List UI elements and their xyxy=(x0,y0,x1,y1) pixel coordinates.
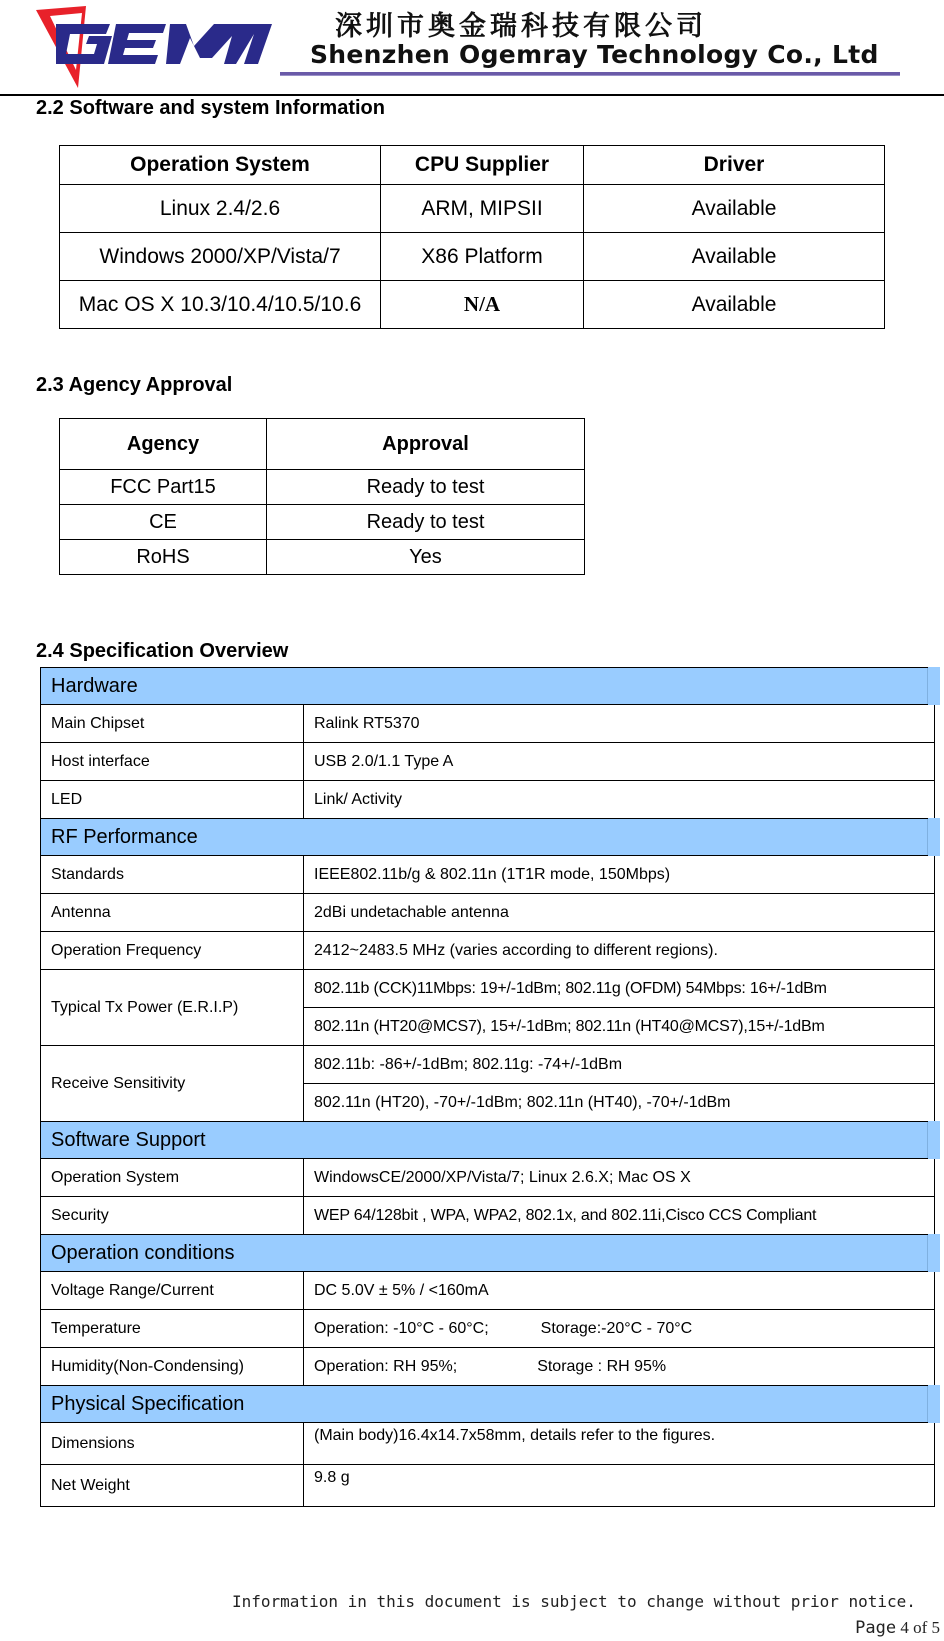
table-cell: Ready to test xyxy=(267,505,585,540)
spec-value: (Main body)16.4x14.7x58mm, details refer to the figures. xyxy=(304,1423,935,1465)
spec-label: LED xyxy=(41,781,304,819)
spec-value: WEP 64/128bit , WPA, WPA2, 802.1x, and 802.11i,Cisco CCS Compliant xyxy=(304,1197,935,1235)
company-name-english: Shenzhen Ogemray Technology Co., Ltd xyxy=(310,40,879,69)
spec-label: Standards xyxy=(41,856,304,894)
table-row xyxy=(41,1465,935,1507)
spec-value xyxy=(304,1348,935,1386)
table-cell: Ready to test xyxy=(267,470,585,505)
humidity-storage: Storage : RH 95% xyxy=(537,1357,667,1375)
table-cell: Available xyxy=(584,185,885,233)
spec-value: 802.11n (HT20@MCS7), 15+/-1dBm; 802.11n (HT40@MCS7),15+/-1dBm xyxy=(304,1008,935,1046)
table-row xyxy=(60,185,885,233)
table-row xyxy=(60,540,585,575)
header-underline xyxy=(280,72,900,76)
category-physical-specification: Physical Specification xyxy=(41,1386,935,1423)
category-row xyxy=(41,1235,935,1272)
table-header-row xyxy=(60,146,885,185)
spec-value: IEEE802.11b/g & 802.11n (1T1R mode, 150Mbps) xyxy=(304,856,935,894)
spec-label: Security xyxy=(41,1197,304,1235)
spec-value: 9.8 g xyxy=(304,1465,935,1507)
page-count: 4 of 5 xyxy=(900,1618,940,1637)
spec-label: Operation System xyxy=(41,1159,304,1197)
spec-label: Humidity(Non-Condensing) xyxy=(41,1348,304,1386)
table-cell: RoHS xyxy=(60,540,267,575)
spec-label: Host interface xyxy=(41,743,304,781)
spec-value: 2dBi undetachable antenna xyxy=(304,894,935,932)
category-row xyxy=(41,668,935,705)
column-header: Driver xyxy=(584,146,885,185)
table-row xyxy=(41,894,935,932)
spec-label: Temperature xyxy=(41,1310,304,1348)
table-row xyxy=(60,281,885,329)
table-cell: CE xyxy=(60,505,267,540)
spec-label: Main Chipset xyxy=(41,705,304,743)
column-header: Approval xyxy=(267,419,585,470)
table-row xyxy=(41,1272,935,1310)
table-cell: FCC Part15 xyxy=(60,470,267,505)
table-cell: Linux 2.4/2.6 xyxy=(60,185,381,233)
table-row xyxy=(60,470,585,505)
spec-value: 802.11b (CCK)11Mbps: 19+/-1dBm; 802.11g (OFDM) 54Mbps: 16+/-1dBm xyxy=(304,970,935,1008)
table-cell: Windows 2000/XP/Vista/7 xyxy=(60,233,381,281)
category-software-support: Software Support xyxy=(41,1122,935,1159)
spec-label: Typical Tx Power (E.R.I.P) xyxy=(41,970,304,1046)
category-operation-conditions: Operation conditions xyxy=(41,1235,935,1272)
spec-value: DC 5.0V ± 5% / <160mA xyxy=(304,1272,935,1310)
table-row xyxy=(41,1046,935,1084)
table-row xyxy=(41,1310,935,1348)
table-row xyxy=(60,505,585,540)
spec-value: 802.11n (HT20), -70+/-1dBm; 802.11n (HT40), -70+/-1dBm xyxy=(304,1084,935,1122)
humidity-operation: Operation: RH 95%; xyxy=(314,1357,458,1375)
temperature-operation: Operation: -10°C - 60°C; xyxy=(314,1319,489,1337)
table-row xyxy=(41,1348,935,1386)
table-cell: Yes xyxy=(267,540,585,575)
company-logo xyxy=(36,2,276,90)
section-title-software: 2.2 Software and system Information xyxy=(36,97,385,119)
table-header-row xyxy=(60,419,585,470)
category-row xyxy=(41,819,935,856)
category-row xyxy=(41,1386,935,1423)
column-header: CPU Supplier xyxy=(381,146,584,185)
table-row xyxy=(41,1159,935,1197)
spec-value: 802.11b: -86+/-1dBm; 802.11g: -74+/-1dBm xyxy=(304,1046,935,1084)
section-title-agency: 2.3 Agency Approval xyxy=(36,374,233,396)
spec-label: Dimensions xyxy=(41,1423,304,1465)
spec-label: Antenna xyxy=(41,894,304,932)
spec-label: Receive Sensitivity xyxy=(41,1046,304,1122)
spec-label: Net Weight xyxy=(41,1465,304,1507)
table-row xyxy=(41,856,935,894)
table-row xyxy=(41,932,935,970)
spec-value: Link/ Activity xyxy=(304,781,935,819)
page-label: Page xyxy=(855,1618,897,1638)
temperature-storage: Storage:-20°C - 70°C xyxy=(540,1319,693,1337)
spec-label: Voltage Range/Current xyxy=(41,1272,304,1310)
spec-value: WindowsCE/2000/XP/Vista/7; Linux 2.6.X; Mac OS X xyxy=(304,1159,935,1197)
table-cell: Available xyxy=(584,233,885,281)
table-cell: X86 Platform xyxy=(381,233,584,281)
table-row xyxy=(41,743,935,781)
table-row xyxy=(41,1197,935,1235)
spec-label: Operation Frequency xyxy=(41,932,304,970)
spec-value: USB 2.0/1.1 Type A xyxy=(304,743,935,781)
category-row xyxy=(41,1122,935,1159)
table-row xyxy=(41,970,935,1008)
category-rf-performance: RF Performance xyxy=(41,819,935,856)
column-header: Agency xyxy=(60,419,267,470)
software-table xyxy=(59,145,885,329)
table-row xyxy=(60,233,885,281)
page-header xyxy=(0,0,944,96)
table-row xyxy=(41,705,935,743)
company-name-chinese: 深圳市奥金瑞科技有限公司 xyxy=(335,11,707,42)
category-hardware: Hardware xyxy=(41,668,935,705)
footer-notice: Information in this document is subject to change without prior notice. xyxy=(232,1592,916,1611)
column-header: Operation System xyxy=(60,146,381,185)
table-row xyxy=(41,1423,935,1465)
spec-value: 2412~2483.5 MHz (varies according to different regions). xyxy=(304,932,935,970)
table-cell: Mac OS X 10.3/10.4/10.5/10.6 xyxy=(60,281,381,329)
header-divider xyxy=(0,94,944,96)
page-number xyxy=(855,1618,940,1638)
section-title-spec: 2.4 Specification Overview xyxy=(36,640,289,662)
spec-table xyxy=(40,667,940,1507)
table-cell: ARM, MIPSII xyxy=(381,185,584,233)
spec-value: Ralink RT5370 xyxy=(304,705,935,743)
agency-table xyxy=(59,418,585,575)
table-cell: Available xyxy=(584,281,885,329)
table-cell: N/A xyxy=(381,281,584,329)
table-row xyxy=(41,781,935,819)
spec-value xyxy=(304,1310,935,1348)
